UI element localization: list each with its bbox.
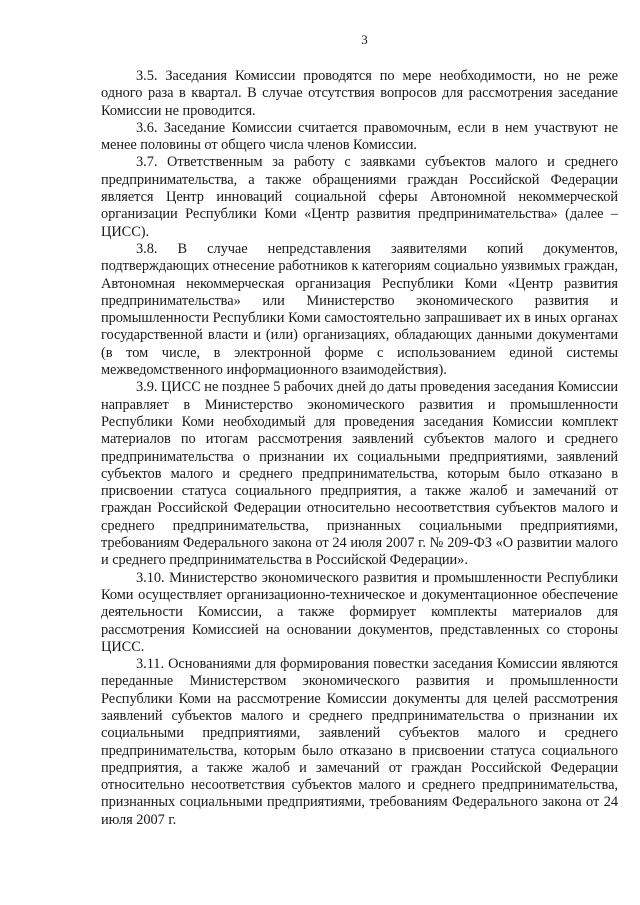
paragraph-3-9: 3.9. ЦИСС не позднее 5 рабочих дней до даты проведения заседания Комиссии направляет в Министерство экономического развития и промышленности Республики Коми необходимый для проведения заседания Комиссии комплект материалов по итогам рассмотрения заявлений субъектов малого и среднего предпринимательства о признании их социальными предприятиями, заявлений субъектов малого и среднего предпринимательства, которым было отказано в присвоении статуса социального предприятия, а также жалоб и замечаний от граждан Российской Федерации относительно несоответствия субъектов малого и среднего предпринимательства, признанных социальными предприятиями, требованиям Федерального закона от 24 июля 2007 г. № 209-ФЗ «О развитии малого и среднего предпринимательства в Российской Федерации».: [101, 379, 618, 569]
paragraph-3-10: 3.10. Министерство экономического развития и промышленности Республики Коми осуществляет организационно-техническое и документационное обеспечение деятельности Комиссии, а также формирует комплекты материалов для рассмотрения Комиссией на основании документов, представленных со стороны ЦИСС.: [101, 569, 618, 655]
paragraph-3-7: 3.7. Ответственным за работу с заявками субъектов малого и среднего предпринимательства, а также обращениями граждан Российской Федерации является Центр инноваций социальной сферы Автономной некоммерческой организации Республики Коми «Центр развития предпринимательства» (далее – ЦИСС).: [101, 154, 618, 240]
paragraph-3-5: 3.5. Заседания Комиссии проводятся по мере необходимости, но не реже одного раза в квартал. В случае отсутствия вопросов для рассмотрения заседание Комиссии не проводится.: [101, 68, 618, 119]
paragraph-3-6: 3.6. Заседание Комиссии считается правомочным, если в нем участвуют не менее половины от общего числа членов Комиссии.: [101, 119, 618, 154]
paragraph-3-8: 3.8. В случае непредставления заявителями копий документов, подтверждающих отнесение работников к категориям социально уязвимых граждан, Автономная некоммерческая организация Республики Коми «Центр развития предпринимательства» или Министерство экономического развития и промышленности Республики Коми самостоятельно запрашивает их в иных органах государственной власти и (или) организациях, обладающих данными документами (в том числе, в электронной форме с использованием единой системы межведомственного информационного взаимодействия).: [101, 240, 618, 379]
page-number: 3: [361, 32, 368, 47]
paragraph-3-11: 3.11. Основаниями для формирования повестки заседания Комиссии являются переданные Министерством экономического развития и промышленности Республики Коми на рассмотрение Комиссии документы для целей рассмотрения заявлений субъектов малого и среднего предпринимательства о признании их социальными предприятиями, заявлений субъектов малого и среднего предпринимательства, которым было отказано в присвоении статуса социального предприятия, а также жалоб и замечаний от граждан Российской Федерации относительно несоответствия субъектов малого и среднего предпринимательства, признанных социальными предприятиями, требованиям Федерального закона от 24 июля 2007 г.: [101, 656, 618, 828]
